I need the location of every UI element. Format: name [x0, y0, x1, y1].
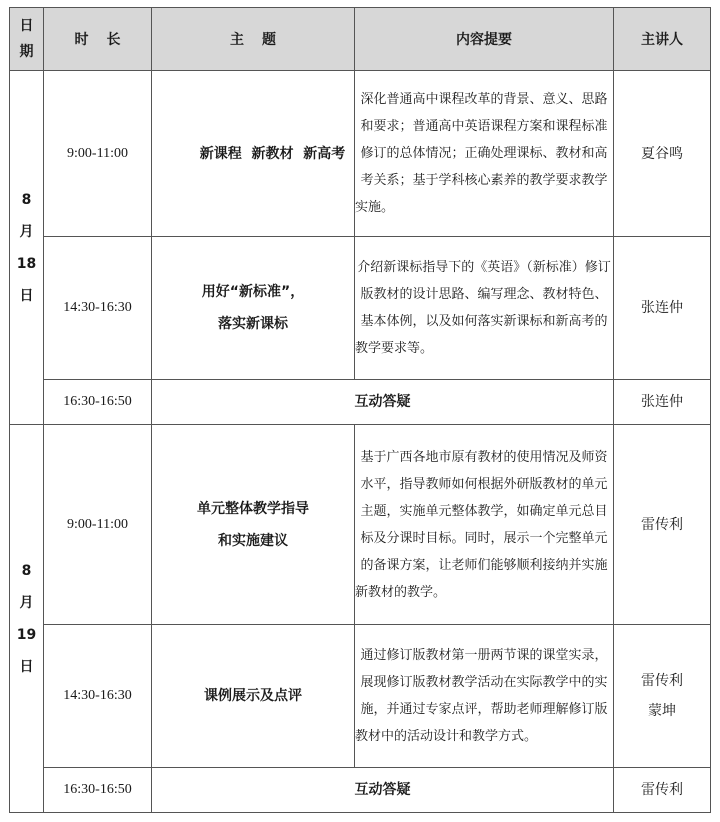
topic-cell: 课例展示及点评	[152, 625, 355, 768]
time-cell: 9:00-11:00	[44, 71, 152, 237]
header-speaker: 主讲人	[614, 8, 711, 71]
merged-topic-cell: 互动答疑	[152, 768, 614, 813]
header-duration: 时长	[44, 8, 152, 71]
time-cell: 14:30-16:30	[44, 625, 152, 768]
schedule-table	[9, 7, 711, 813]
speaker-cell: 夏谷鸣	[614, 71, 711, 237]
summary-cell: 深化普通高中课程改革的背景、意义、思路和要求；普通高中英语课程方案和课程标准修订的总体情况；正确处理课标、教材和高考关系；基于学科核心素养的教学要求教学实施。	[355, 71, 614, 237]
date-cell-day2: 8 月 19 日	[10, 425, 44, 813]
merged-topic-cell: 互动答疑	[152, 380, 614, 425]
summary-cell: 介绍新课标指导下的《英语》（新标准）修订版教材的设计思路、编写理念、教材特色、基本体例，以及如何落实新课标和新高考的教学要求等。	[355, 237, 614, 380]
table-row	[10, 71, 711, 237]
table-row	[10, 425, 711, 625]
date-cell-day1: 8 月 18 日	[10, 71, 44, 425]
topic-cell: 用好“新标准”， 落实新课标	[152, 237, 355, 380]
summary-cell: 基于广西各地市原有教材的使用情况及师资水平，指导教师如何根据外研版教材的单元主题，实施单元整体教学，如确定单元总目标及分课时目标。同时，展示一个完整单元的备课方案，让老师们能够顺利接纳并实施新教材的教学。	[355, 425, 614, 625]
table-row	[10, 380, 711, 425]
time-cell: 14:30-16:30	[44, 237, 152, 380]
speaker-cell: 雷传利	[614, 768, 711, 813]
header-row	[10, 8, 711, 71]
topic-cell: 新课程 新教材 新高考	[152, 71, 355, 237]
time-cell: 16:30-16:50	[44, 380, 152, 425]
time-cell: 9:00-11:00	[44, 425, 152, 625]
speaker-cell: 雷传利	[614, 425, 711, 625]
topic-cell: 单元整体教学指导 和实施建议	[152, 425, 355, 625]
speaker-cell: 张连仲	[614, 380, 711, 425]
table-row	[10, 237, 711, 380]
summary-cell: 通过修订版教材第一册两节课的课堂实录，展现修订版教材教学活动在实际教学中的实施，并通过专家点评，帮助老师理解修订版教材中的活动设计和教学方式。	[355, 625, 614, 768]
speaker-cell: 张连仲	[614, 237, 711, 380]
header-date: 日 期	[10, 8, 44, 71]
speaker-cell: 雷传利 蒙坤	[614, 625, 711, 768]
time-cell: 16:30-16:50	[44, 768, 152, 813]
header-topic: 主题	[152, 8, 355, 71]
table-row	[10, 625, 711, 768]
header-summary: 内容提要	[355, 8, 614, 71]
table-row	[10, 768, 711, 813]
